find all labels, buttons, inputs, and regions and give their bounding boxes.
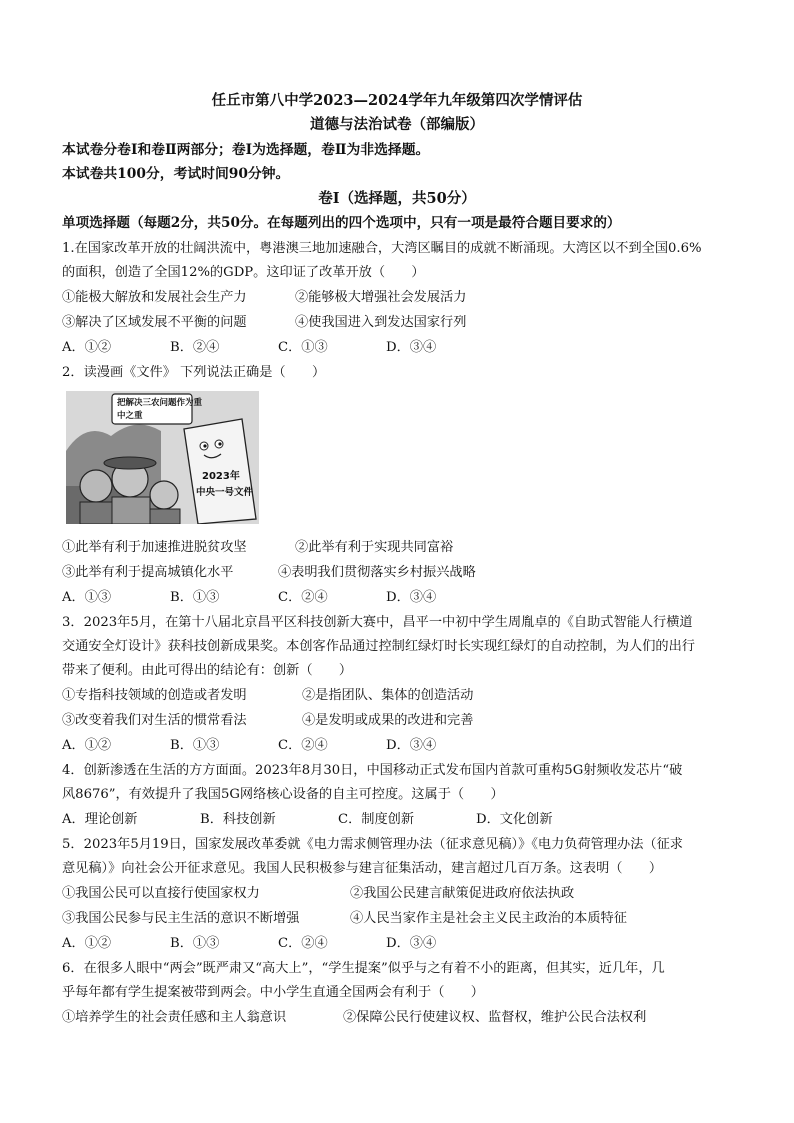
q4-option-c: C．制度创新 (338, 812, 415, 827)
q2-option-a: A．①③ (62, 590, 112, 605)
q1-option-c: C．①③ (278, 340, 328, 355)
q1-option-a: A．①② (62, 340, 112, 355)
q5-statement-3: ③我国公民参与民主生活的意识不断增强 (62, 911, 300, 926)
section-instruction: 单项选择题（每题2分，共50分。在每题列出的四个选项中，只有一项是最符合题目要求的） (62, 215, 621, 231)
q1-stem-line-2: 的面积，创造了全国12%的GDP。这印证了改革开放（ ） (62, 265, 425, 280)
q5-stem-line-2: 意见稿）》向社会公开征求意见。我国人民积极参与建言征集活动，建言超过几百万条。这表明（ ） (62, 861, 663, 876)
q4-stem-line-1: 4．创新渗透在生活的方方面面。2023年8月30日，中国移动正式发布国内首款可重构5G射频收发芯片“破 (62, 763, 683, 778)
q2-option-c: C．②④ (278, 590, 328, 605)
q5-stem-line-1: 5．2023年5月19日，国家发展改革委就《电力需求侧管理办法（征求意见稿）》《电力负荷管理办法（征求 (62, 837, 683, 852)
exam-title: 任丘市第八中学2023—2024学年九年级第四次学情评估 (211, 92, 583, 109)
intro-line-2: 本试卷共100分，考试时间90分钟。 (62, 166, 290, 182)
q4-option-a: A．理论创新 (62, 812, 138, 827)
comic-doc-title: 中央一号文件 (196, 487, 254, 498)
q3-statement-1: ①专指科技领域的创造或者发明 (62, 688, 247, 703)
q3-stem-line-2: 交通安全灯设计》获科技创新成果奖。本创客作品通过控制红绿灯时长实现红绿灯的自动控制，为人们的出行 (62, 639, 695, 654)
comic-doc-year: 2023年 (202, 471, 240, 482)
q6-stem-line-2: 乎每年都有学生提案被带到两会。中小学生直通全国两会有利于（ ） (62, 985, 484, 1000)
q6-statement-1: ①培养学生的社会责任感和主人翁意识 (62, 1010, 287, 1025)
q5-statement-2: ②我国公民建言献策促进政府依法执政 (350, 886, 575, 901)
q6-statement-2: ②保障公民行使建议权、监督权，维护公民合法权利 (343, 1010, 647, 1025)
q1-statement-1: ①能极大解放和发展社会生产力 (62, 290, 247, 305)
q2-statement-1: ①此举有利于加速推进脱贫攻坚 (62, 540, 247, 555)
q2-statement-2: ②此举有利于实现共同富裕 (295, 540, 454, 555)
q4-stem-line-2: 风8676”，有效提升了我国5G网络核心设备的自主可控度。这属于（ ） (62, 787, 504, 802)
q2-statement-3: ③此举有利于提高城镇化水平 (62, 565, 234, 580)
q3-option-a: A．①② (62, 738, 112, 753)
q3-stem-line-3: 带来了便利。由此可得出的结论有：创新（ ） (62, 663, 353, 678)
q4-option-d: D．文化创新 (476, 812, 553, 827)
q1-statement-3: ③解决了区域发展不平衡的问题 (62, 315, 247, 330)
q3-statement-4: ④是发明或成果的改进和完善 (302, 713, 474, 728)
comic-bubble-line-1: 把解决三农问题作为重 (117, 398, 203, 408)
exam-subtitle: 道德与法治试卷（部编版） (310, 116, 484, 133)
comic-bubble-line-2: 中之重 (117, 411, 143, 421)
q1-statement-4: ④使我国进入到发达国家行列 (295, 315, 467, 330)
q5-statement-1: ①我国公民可以直接行使国家权力 (62, 886, 260, 901)
q3-statement-3: ③改变着我们对生活的惯常看法 (62, 713, 247, 728)
q5-option-b: B．①③ (170, 936, 220, 951)
q6-stem-line-1: 6．在很多人眼中“两会”既严肃又“高大上”，“学生提案”似乎与之有着不小的距离，但其实，近几年，几 (62, 961, 665, 976)
section-title: 卷Ⅰ（选择题，共50分） (318, 190, 476, 207)
q3-stem-line-1: 3．2023年5月，在第十八届北京昌平区科技创新大赛中，昌平一中初中学生周胤卓的《自助式智能人行横道 (62, 615, 693, 630)
q2-stem: 2．读漫画《文件》 下列说法正确是（ ） (62, 365, 326, 380)
q3-option-b: B．①③ (170, 738, 220, 753)
q2-option-b: B．①③ (170, 590, 220, 605)
q2-statement-4: ④表明我们贯彻落实乡村振兴战略 (278, 565, 476, 580)
q3-statement-2: ②是指团队、集体的创造活动 (302, 688, 474, 703)
q5-option-d: D．③④ (386, 936, 437, 951)
q1-option-b: B．②④ (170, 340, 220, 355)
intro-line-1: 本试卷分卷Ⅰ和卷Ⅱ两部分；卷Ⅰ为选择题，卷Ⅱ为非选择题。 (62, 142, 430, 158)
q5-option-a: A．①② (62, 936, 112, 951)
q1-option-d: D．③④ (386, 340, 437, 355)
q3-option-d: D．③④ (386, 738, 437, 753)
q5-option-c: C．②④ (278, 936, 328, 951)
q5-statement-4: ④人民当家作主是社会主义民主政治的本质特征 (350, 911, 627, 926)
q2-option-d: D．③④ (386, 590, 437, 605)
q1-stem-line-1: 1.在国家改革开放的壮阔洪流中，粤港澳三地加速融合，大湾区瞩目的成就不断涌现。大湾区以不到全国0.6% (62, 241, 702, 256)
q4-option-b: B．科技创新 (200, 812, 276, 827)
q3-option-c: C．②④ (278, 738, 328, 753)
comic-illustration (66, 391, 259, 524)
q1-statement-2: ②能够极大增强社会发展活力 (295, 290, 467, 305)
